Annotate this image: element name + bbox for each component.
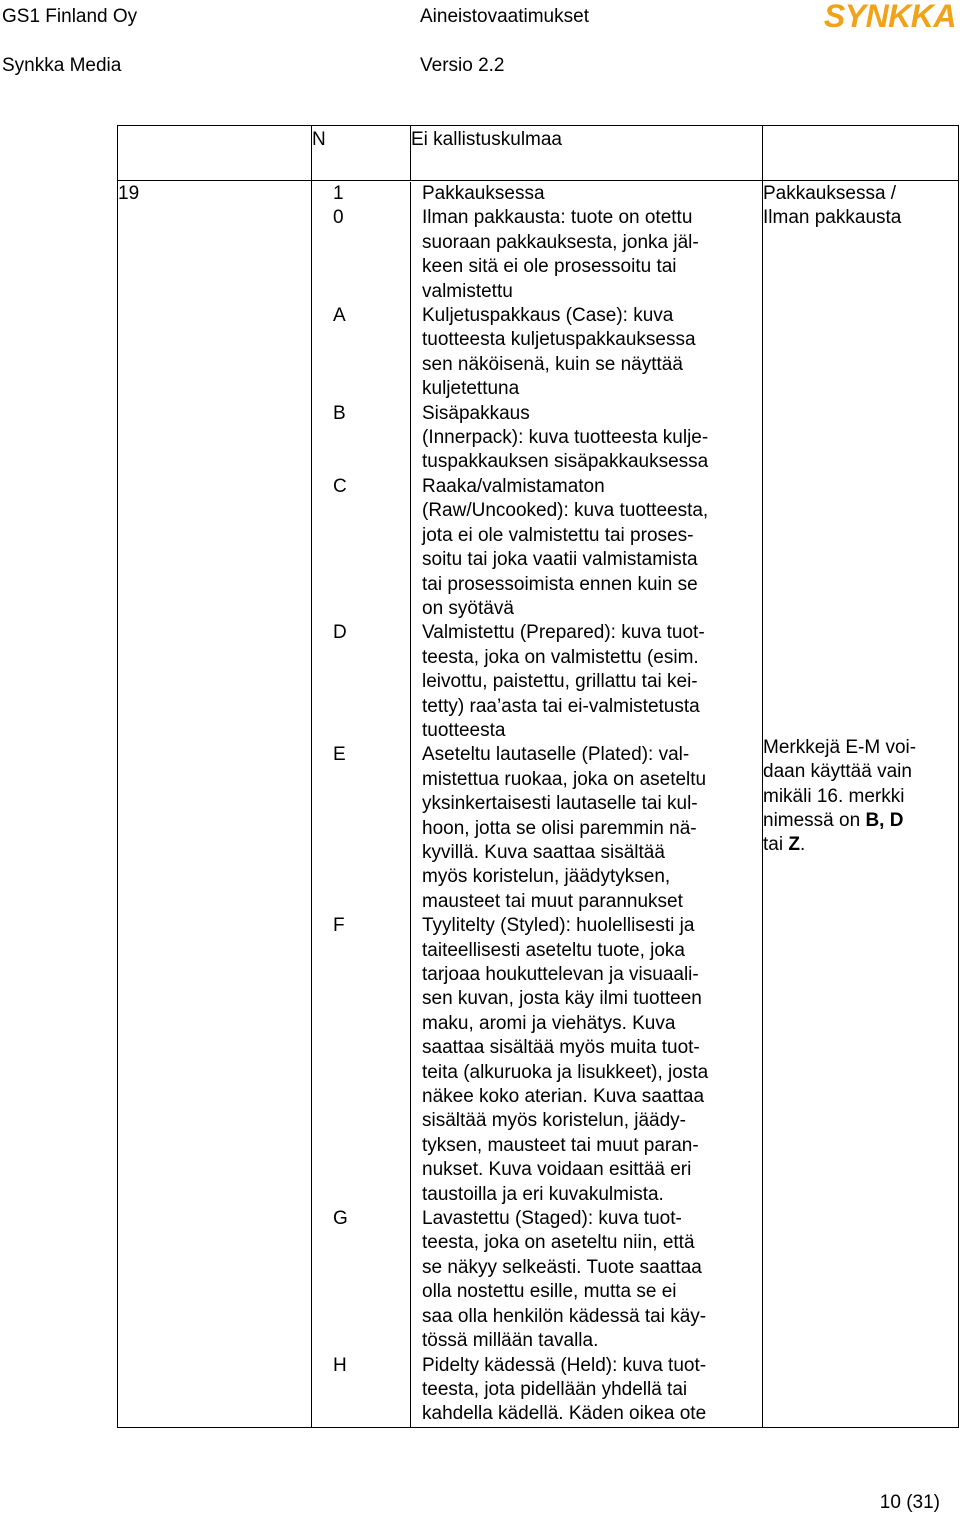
description-line: näkee koko aterian. Kuva saattaa [422,1086,705,1108]
note2-bold: Z [788,834,800,856]
description-line: taiteellisesti aseteltu tuote, joka [422,939,685,961]
description-line: tyksen, mausteet tai muut paran- [422,1134,699,1156]
description-line: teita (alkuruoka ja lisukkeet), josta [422,1061,709,1083]
description-line: tuotteesta [422,719,506,741]
description-line: saattaa sisältää myös muita tuot- [422,1037,700,1059]
note-text-2 [763,736,958,858]
note-line: Pakkauksessa / [763,183,897,204]
empty-cell [118,126,312,181]
description-line: kahdella kädellä. Käden oikea ote [422,1403,707,1425]
code-label: E [312,743,411,914]
description-line: kyvillä. Kuva saattaa sisältää [422,841,665,863]
description-line: suoraan pakkauksesta, jonka jäl- [422,231,699,253]
description-line: Sisäpakkaus [422,402,530,424]
code-label: B [312,402,411,475]
requirements-table [117,125,959,1428]
code-description [411,475,763,621]
description-line: (Innerpack): kuva tuotteesta kulje- [422,427,709,449]
code-description [411,402,763,475]
company-name: GS1 Finland Oy [2,6,138,27]
description-line: maku, aromi ja viehätys. Kuva [422,1012,676,1034]
code-title: Pakkauksessa [422,183,545,204]
field-number-cell: 19 [118,181,312,1428]
description-cell: Ei kallistuskulmaa [411,126,763,181]
code-list [312,182,762,1427]
description-line: teesta, joka on aseteltu niin, että [422,1232,695,1254]
code-label: G [312,1207,411,1353]
description-line: sen kuvan, josta käy ilmi tuotteen [422,988,702,1010]
code-label: A [312,304,411,402]
page-number: 10 (31) [879,1492,940,1513]
description-line: saa olla henkilön kädessä tai käy- [422,1305,707,1327]
code-description [411,206,763,304]
description-line: jota ei ole valmistettu tai proses- [422,524,694,546]
description-line: tuotteesta kuljetuspakkauksessa [422,329,696,351]
code-description [411,1354,763,1427]
code-label: C [312,475,411,621]
description-line: leivottu, paistettu, grillattu tai kei- [422,671,698,693]
code-label: H [312,1354,411,1427]
description-line: Aseteltu lautaselle (Plated): val- [422,744,690,766]
note2-line: mikäli 16. merkki [763,785,905,807]
code-label: F [312,914,411,1207]
document-title: Aineistovaatimukset [420,6,589,27]
table-row-19 [118,181,959,1428]
description-line: valmistettu [422,280,513,302]
code-label: 1 [312,182,411,206]
description-line: myös koristelun, jäädytyksen, [422,866,671,888]
codes-cell [312,181,763,1428]
description-line: se näkyy selkeästi. Tuote saattaa [422,1256,702,1278]
note2-line: daan käyttää vain [763,761,912,783]
note2-bold: B, D [865,810,904,832]
description-line: mausteet tai muut parannukset [422,890,683,912]
version: Versio 2.2 [420,55,505,76]
description-line: nukset. Kuva voidaan esittää eri [422,1159,692,1181]
code-label: 0 [312,206,411,304]
code-description [411,914,763,1207]
description-line: sen näköisenä, kuin se näyttää [422,353,683,375]
description-line: tössä millään tavalla. [422,1330,599,1352]
description-line: mistettua ruokaa, joka on aseteltu [422,768,707,790]
note2-line: nimessä on [763,810,866,832]
note-text [763,182,958,231]
code-description [411,1207,763,1353]
description-line: soitu tai joka vaatii valmistamista [422,549,698,571]
note2-line: tai [763,834,789,856]
note2-line: Merkkejä E-M voi- [763,736,917,758]
description-line: tai prosessoimista ennen kuin se [422,573,698,595]
description-line: tarjoaa houkuttelevan ja visuaali- [422,964,699,985]
note-line: Ilman pakkausta [763,207,902,229]
description-line: Pidelty kädessä (Held): kuva tuot- [422,1354,707,1376]
code-description [411,743,763,914]
description-line: tuspakkauksen sisäpakkauksessa [422,451,709,473]
description-line: Valmistettu (Prepared): kuva tuot- [422,622,705,644]
description-line: Lavastettu (Staged): kuva tuot- [422,1208,682,1230]
code-description [411,621,763,743]
note-cell [763,126,959,181]
description-line: (Raw/Uncooked): kuva tuotteesta, [422,500,709,522]
subtitle: Synkka Media [2,55,122,76]
description-line: teesta, jota pidellään yhdellä tai [422,1378,688,1400]
description-line: on syötävä [422,597,514,619]
code-label: D [312,621,411,743]
description-line: Kuljetuspakkaus (Case): kuva [422,305,674,327]
table-row-n [118,126,959,181]
code-cell: N [312,126,411,181]
description-line: kuljetettuna [422,378,520,400]
description-line: Ilman pakkausta: tuote on otettu [422,207,693,229]
code-description [411,304,763,402]
logo-text: SYNKKA [823,0,956,34]
description-line: keen sitä ei ole prosessoitu tai [422,256,677,278]
description-line: taustoilla ja eri kuvakulmista. [422,1183,664,1205]
description-line: tetty) raa’asta tai ei-valmistetusta [422,695,700,717]
note-cell [763,181,959,1428]
description-line: teesta, joka on valmistettu (esim. [422,646,699,668]
description-line: Raaka/valmistamaton [422,475,605,497]
description-line: Tyylitelty (Styled): huolellisesti ja [422,915,695,937]
note2-line: . [799,834,806,856]
synkka-logo [824,0,956,34]
description-line: sisältää myös koristelun, jäädy- [422,1110,686,1132]
description-line: hoon, jotta se olisi paremmin nä- [422,817,697,839]
description-line: olla nostettu esille, mutta se ei [422,1281,677,1303]
description-line: yksinkertaisesti lautaselle tai kul- [422,793,698,815]
